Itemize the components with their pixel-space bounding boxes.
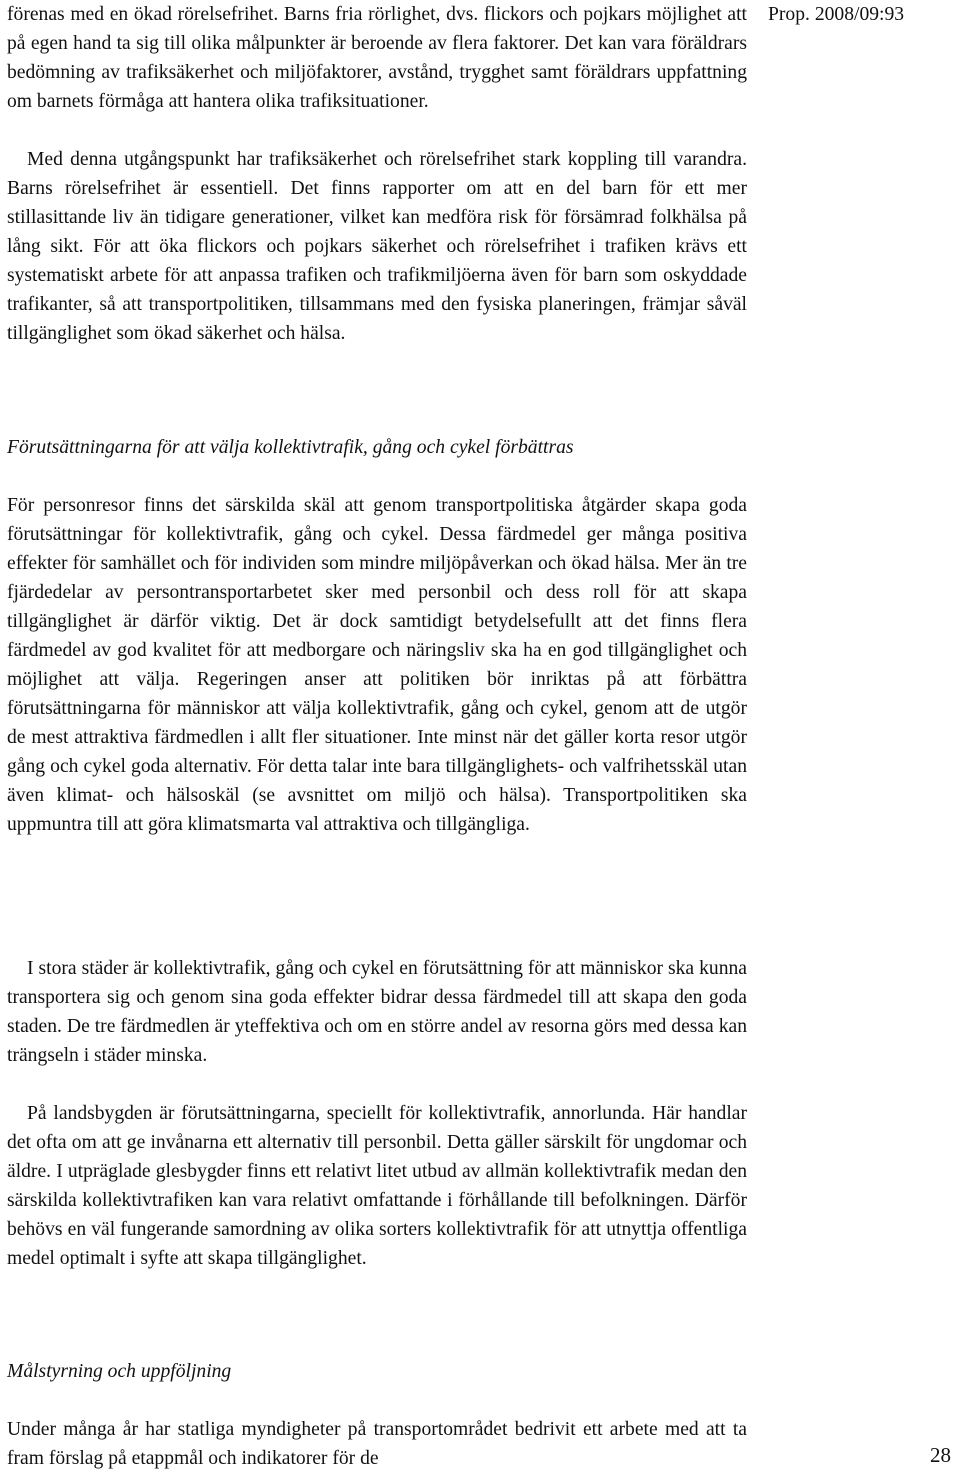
paragraph-2: Med denna utgångspunkt har trafiksäkerhet och rörelsefrihet stark koppling till varandra. Barns rörelsefrihet är essentiell. Det finns rapporter om att en del barn för ett mer stillasittande liv än tidigare generationer, vilket kan medföra risk för försämrad folkhälsa på lång sikt. För att öka flickors och pojkars säkerhet och rörelsefrihet i trafiken krävs ett systematiskt arbete för att anpassa trafiken och trafikmiljöerna även för barn som oskyddade trafikanter, så att transportpolitiken, tillsammans med den fysiska planeringen, främjar såväl tillgänglighet som ökad säkerhet och hälsa. xyxy=(7,149,747,344)
paragraph-5: På landsbygden är förutsättningarna, speciellt för kollektivtrafik, annorlunda. Här handlar det ofta om att ge invånarna ett alternativ till personbil. Detta gäller särskilt för ungdomar och äldre. I utpräglade glesbygder finns ett relativt litet utbud av allmän kollektivtrafik medan den särskilda kollektivtrafiken kan vara relativt omfattande i förhållande till befolkningen. Därför behövs en väl fungerande samordning av olika sorters kollektivtrafik för att utnyttja offentliga medel optimalt i syfte att skapa tillgänglighet. xyxy=(7,1103,747,1269)
paragraph-1: förenas med en ökad rörelsefrihet. Barns fria rörlighet, dvs. flickors och pojkars möjlighet att på egen hand ta sig till olika målpunkter är beroende av flera faktorer. Det kan vara föräldrars bedömning av trafiksäkerhet och miljöfaktorer, avstånd, trygghet samt föräldrars uppfattning om barnets förmåga att hantera olika trafiksituationer. xyxy=(7,4,747,112)
section-heading-1: Förutsättningarna för att välja kollektivtrafik, gång och cykel förbättras xyxy=(7,437,574,458)
section-heading-2: Målstyrning och uppföljning xyxy=(7,1361,232,1382)
paragraph-3: För personresor finns det särskilda skäl att genom transportpolitiska åtgärder skapa goda förutsättningar för kollektivtrafik, gång och cykel. Dessa färdmedel ger många positiva effekter för samhället och för individen som mindre miljöpåverkan och ökad hälsa. Mer än tre fjärdedelar av persontransportarbetet sker med personbil och dess roll för att skapa tillgänglighet är därför viktig. Det är dock samtidigt betydelsefullt att det finns flera färdmedel av god kvalitet för att medborgare och näringsliv ska ha en god tillgänglighet och möjlighet att välja. Regeringen anser att politiken bör inriktas på att förbättra förutsättningarna för människor att välja kollektivtrafik, gång och cykel, genom att de utgör de mest attraktiva färdmedlen i allt fler situationer. Inte minst när det gäller korta resor utgör gång och cykel goda alternativ. För detta talar inte bara tillgänglighets- och valfrihetsskäl utan även klimat- och hälsoskäl (se avsnittet om miljö och hälsa). Transportpolitiken ska uppmuntra till att göra klimatsmarta val attraktiva och tillgängliga. xyxy=(7,495,747,835)
paragraph-4: I stora städer är kollektivtrafik, gång och cykel en förutsättning för att människor ska kunna transportera sig och genom sina goda effekter bidrar dessa färdmedel till att skapa den goda staden. De tre färdmedlen är yteffektiva och om en större andel av resorna görs med dessa kan trängseln i städer minska. xyxy=(7,958,747,1066)
page-number: 28 xyxy=(930,1443,951,1467)
paragraph-6: Under många år har statliga myndigheter på transportområdet bedrivit ett arbete med att ta fram förslag på etappmål och indikatorer för de xyxy=(7,1419,747,1469)
proposition-label: Prop. 2008/09:93 xyxy=(768,4,905,25)
